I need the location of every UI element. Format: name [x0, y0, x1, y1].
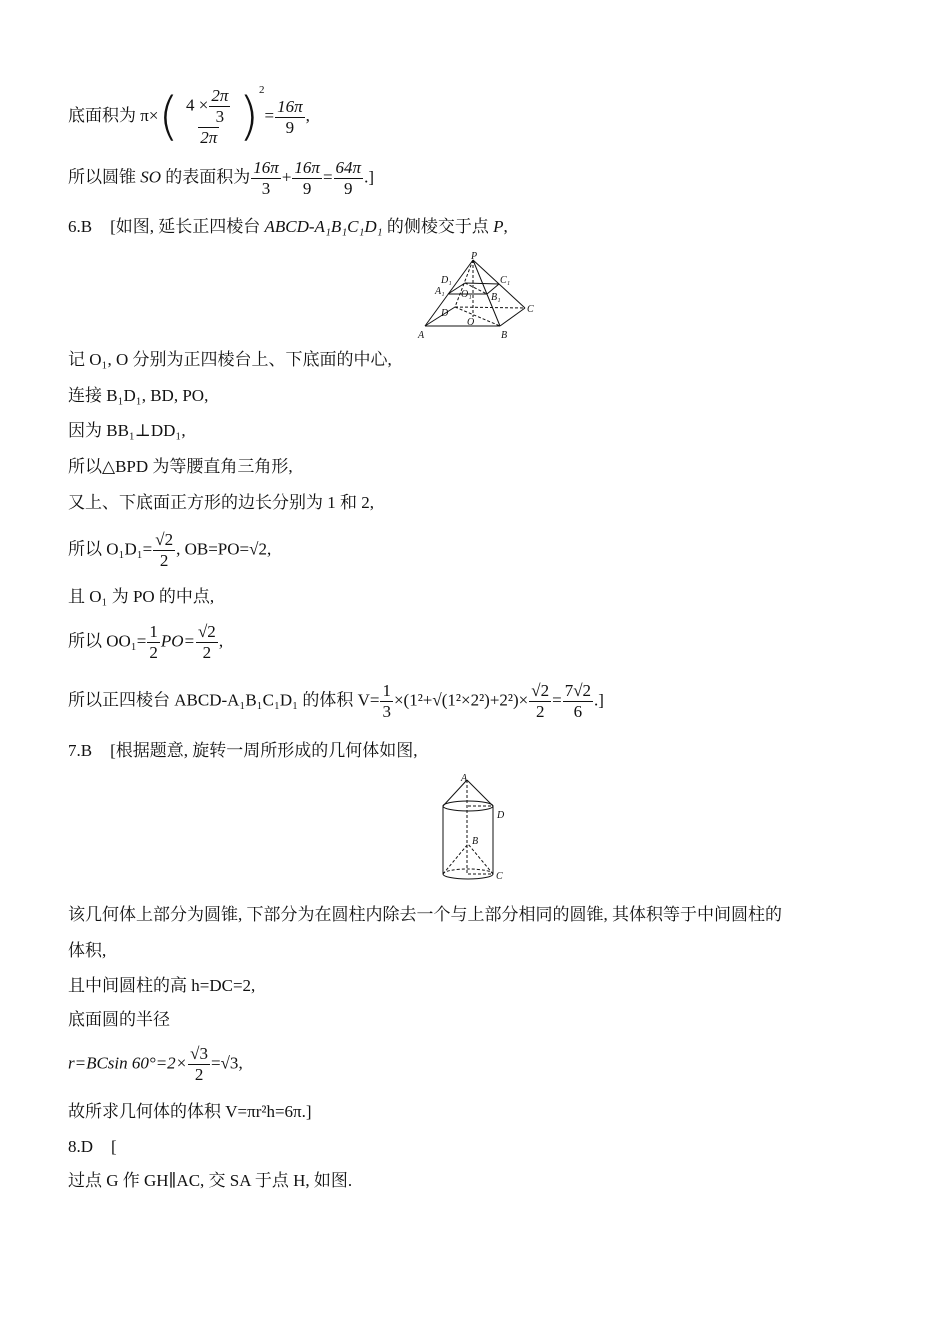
fraction: [188, 1044, 210, 1085]
text: 所以圆锥: [68, 167, 141, 187]
exponent: 2: [259, 84, 265, 96]
numerator: 1: [382, 681, 391, 700]
numerator: 7√2: [564, 681, 592, 700]
text: 的侧棱交于点: [382, 217, 494, 236]
question-label: 6.B: [68, 217, 93, 236]
edge: [425, 307, 455, 326]
text: +: [281, 167, 292, 187]
fraction: [563, 681, 593, 722]
label-O1: O₁: [461, 289, 472, 300]
text: [根据题意, 旋转一周所形成的几何体如图,: [110, 741, 418, 760]
denominator: 2: [159, 551, 169, 570]
label-O: O: [467, 317, 475, 328]
oo1-line: [68, 622, 223, 663]
text: SO: [140, 167, 162, 187]
fraction: [334, 158, 364, 199]
area-expression-line: [68, 78, 310, 148]
text-line: 连接 B₁D₁, BD, PO,: [68, 386, 209, 405]
label-D: D: [441, 308, 449, 319]
label-A: A: [461, 773, 468, 784]
text-line: 因为 BB₁⊥DD₁,: [68, 421, 186, 440]
text-line: 且中间圆柱的高 h=DC=2,: [68, 976, 256, 995]
text: r=BCsin 60°=2×: [68, 1053, 188, 1073]
text: √3: [220, 1053, 239, 1073]
denominator: 2: [149, 643, 158, 662]
text: ,: [238, 1053, 243, 1073]
bottom-ellipse-back: [443, 869, 493, 874]
text: [如图, 延长正四棱台: [110, 217, 265, 236]
numerator: 1: [149, 622, 158, 641]
text-line: 过点 G 作 GH∥AC, 交 SA 于点 H, 如图.: [68, 1171, 353, 1190]
text: +2²)×: [489, 690, 529, 710]
cone-cylinder-figure: [435, 772, 515, 890]
text: ,: [503, 217, 508, 236]
fraction: [529, 681, 551, 722]
denominator: 9: [285, 117, 295, 137]
numerator: 16π: [277, 96, 303, 116]
text: ×(1²+: [393, 690, 433, 710]
text: ,: [305, 106, 310, 125]
question-7-header: [68, 739, 418, 763]
text: PO=: [160, 631, 195, 651]
text: 所以正四棱台 ABCD-A₁B₁C₁D₁ 的体积 V=: [68, 690, 380, 710]
label-B: B: [501, 330, 508, 341]
numerator: 16π: [253, 158, 279, 177]
fraction: [209, 86, 230, 127]
edge: [500, 308, 525, 326]
numerator: √3: [190, 1044, 208, 1063]
question-8-header: [68, 1135, 117, 1159]
text-line: 该几何体上部分为圆锥, 下部分为在圆柱内除去一个与上部分相同的圆锥, 其体积等于中间圆柱的: [68, 905, 782, 924]
edge: [455, 307, 525, 308]
label-C1: C₁: [500, 275, 511, 286]
numerator: √2: [531, 681, 550, 700]
label-P: P: [471, 251, 478, 262]
radical: √(1²×2²): [432, 690, 490, 710]
text-line: 故所求几何体的体积 V=πr²h=6π.]: [68, 1102, 312, 1121]
text: ,: [266, 539, 272, 559]
text-line: 记 O₁, O 分别为正四棱台上、下底面的中心,: [68, 350, 392, 369]
text: P: [493, 217, 504, 236]
text: [: [111, 1137, 117, 1156]
fraction: [180, 86, 238, 148]
text-line: 体积,: [68, 941, 107, 960]
fraction: [292, 158, 322, 199]
denominator: 2: [194, 1065, 204, 1084]
denominator: 9: [344, 179, 353, 198]
label-A1: A₁: [435, 286, 445, 297]
text: 4 ×: [186, 95, 209, 115]
numerator: √2: [155, 530, 174, 549]
text: ,: [218, 631, 224, 651]
numerator: 64π: [335, 158, 362, 177]
denominator: 2π: [200, 128, 218, 148]
left-paren: (: [158, 87, 179, 148]
surface-area-line: [68, 158, 374, 199]
right-paren: ): [238, 87, 260, 148]
question-6-header: [68, 215, 508, 239]
denominator: 2: [535, 702, 545, 721]
denominator: 6: [573, 702, 583, 721]
text: ABCD-A₁B₁C₁D₁: [264, 217, 383, 236]
text: 所以 OO₁=: [68, 631, 147, 651]
question-label: 7.B: [68, 741, 93, 760]
label-D1: D₁: [441, 275, 452, 286]
text-line: 又上、下底面正方形的边长分别为 1 和 2,: [68, 493, 374, 512]
fraction: [251, 158, 281, 199]
text: 的表面积为: [161, 167, 251, 187]
denominator: 3: [261, 179, 271, 198]
frustum-figure: [415, 250, 540, 342]
text: =: [322, 167, 333, 187]
fraction: [275, 97, 305, 138]
label-A: A: [418, 330, 425, 341]
text: .]: [364, 167, 374, 187]
numerator: 2π: [211, 86, 229, 106]
label-B: B: [472, 836, 479, 847]
text: =: [211, 1053, 221, 1073]
bottom-ellipse-front: [443, 874, 493, 879]
question-label: 8.D: [68, 1137, 94, 1156]
fraction: [196, 622, 218, 663]
text-line: 所以△BPD 为等腰直角三角形,: [68, 457, 293, 476]
text: 底面积为 π×: [68, 106, 159, 125]
edge: [465, 283, 499, 284]
fraction: [153, 530, 175, 571]
text: =: [264, 106, 275, 125]
label-D: D: [497, 810, 505, 821]
text-line: 且 O₁ 为 PO 的中点,: [68, 587, 215, 606]
numerator: 16π: [294, 158, 320, 177]
fraction: [147, 622, 160, 663]
text: =: [552, 690, 562, 710]
text: .]: [594, 690, 604, 710]
denominator: 2: [202, 643, 212, 662]
numerator: √2: [197, 622, 216, 641]
denominator: 3: [215, 107, 225, 127]
label-B1: B₁: [491, 292, 501, 303]
volume-line: [68, 681, 604, 722]
fraction: [380, 681, 393, 722]
label-C: C: [496, 871, 503, 882]
label-C: C: [527, 304, 534, 315]
text: 所以 O₁D₁=: [68, 539, 153, 559]
text-line: 底面圆的半径: [68, 1010, 170, 1029]
inner-cone: [468, 844, 493, 874]
text: √2: [249, 539, 267, 559]
o1d1-line: [68, 530, 271, 571]
denominator: 9: [302, 179, 312, 198]
radius-line: [68, 1044, 243, 1085]
text: , OB=PO=: [176, 539, 250, 559]
denominator: 3: [382, 702, 391, 721]
